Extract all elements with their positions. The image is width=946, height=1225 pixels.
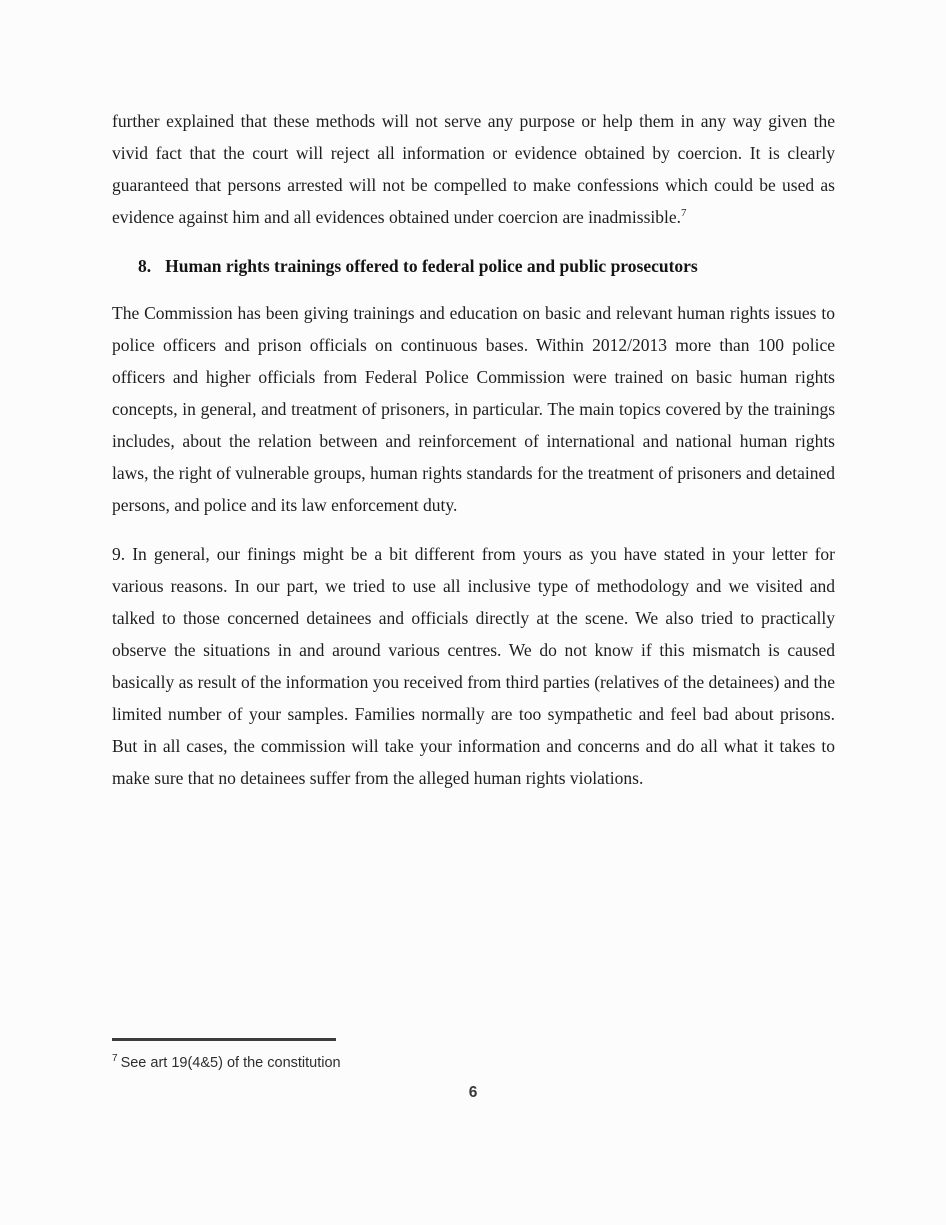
footnote-marker: 7 (112, 1053, 118, 1064)
page-number: 6 (468, 1084, 478, 1101)
section-heading (138, 250, 835, 282)
footnote-separator-rule (112, 1038, 336, 1041)
section-heading-number: 8. (138, 256, 152, 276)
paragraph-continuation (112, 105, 835, 233)
page-content (112, 105, 835, 794)
footnote-text: See art 19(4&5) of the constitution (120, 1054, 341, 1071)
paragraph-findings: 9. In general, our finings might be a bit different from yours as you have stated in your letter for various reasons. In our part, we tried to use all inclusive type of methodology and we visited and talked to those concerned detainees and officials directly at the scene. We also tried to practically observe the situations in and around various centres. We do not know if this mismatch is caused basically as result of the information you received from third parties (relatives of the detainees) and the limited number of your samples. Families normally are too sympathetic and feel bad about prisons. But in all cases, the commission will take your information and concerns and do all what it takes to make sure that no detainees suffer from the alleged human rights violations. (112, 544, 835, 788)
footnote-area (112, 1038, 512, 1073)
footnote (112, 1049, 512, 1073)
paragraph-trainings: The Commission has been giving trainings and education on basic and relevant human rights issues to police officers and prison officials on continuous bases. Within 2012/2013 more than 100 police officers and higher officials from Federal Police Commission were trained on basic human rights concepts, in general, and treatment of prisoners, in particular. The main topics covered by the trainings includes, about the relation between and reinforcement of international and national human rights laws, the right of vulnerable groups, human rights standards for the treatment of prisoners and detained persons, and police and its law enforcement duty. (112, 303, 835, 515)
footnote-reference-marker: 7 (681, 207, 687, 220)
section-heading-text: Human rights trainings offered to federal police and public prosecutors (165, 256, 698, 276)
paragraph-continuation-text: further explained that these methods will not serve any purpose or help them in any way given the vivid fact that the court will reject all information or evidence obtained by coercion. It is clearly guaranteed that persons arrested will not be compelled to make confessions which could be used as evidence against him and all evidences obtained under coercion are inadmissible. (112, 111, 835, 227)
